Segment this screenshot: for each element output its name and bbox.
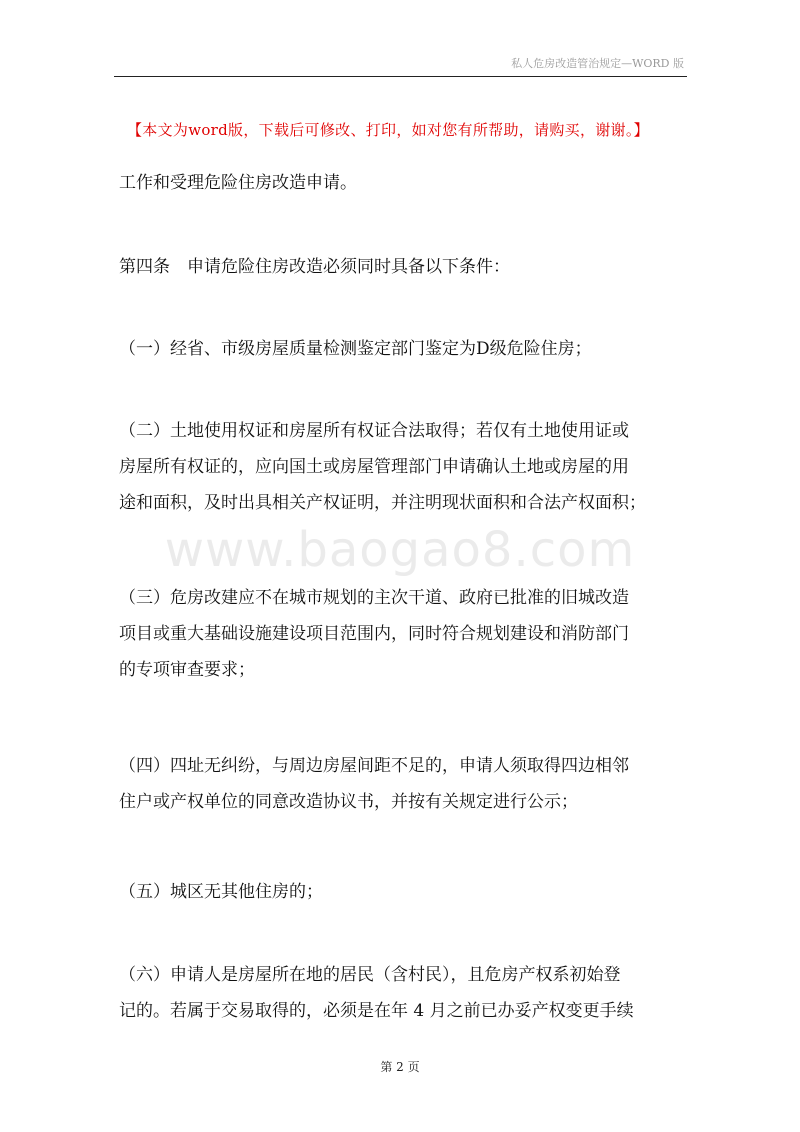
paragraph-item-2 — [119, 413, 689, 521]
paragraph-item-6 — [119, 957, 689, 1029]
paragraph-line: （六）申请人是房屋所在地的居民（含村民），且危房产权系初始登 — [119, 965, 621, 985]
paragraph-line: 住户或产权单位的同意改造协议书，并按有关规定进行公示； — [119, 792, 578, 812]
paragraph-item-1 — [119, 331, 689, 367]
header-running-title: 私人危房改造管治规定—WORD 版 — [511, 57, 684, 70]
paragraph-line: （四）四址无纠纷，与周边房屋间距不足的，申请人须取得四边相邻 — [119, 756, 629, 776]
paragraph-line: 房屋所有权证的，应向国土或房屋管理部门申请确认土地或房屋的用 — [119, 457, 629, 477]
paragraph-line: 记的。若属于交易取得的，必须是在年 4 月之前已办妥产权变更手续 — [119, 1001, 634, 1021]
paragraph-line: 工作和受理危险住房改造申请。 — [119, 173, 357, 193]
paragraph-article-4 — [119, 249, 689, 285]
paragraph-line: （三）危房改建应不在城市规划的主次干道、政府已批准的旧城改造 — [119, 588, 629, 608]
paragraph-line: （一）经省、市级房屋质量检测鉴定部门鉴定为D级危险住房； — [119, 339, 592, 359]
header-rule — [114, 76, 687, 77]
paragraph-item-5 — [119, 874, 689, 910]
page-number: 第 2 页 — [380, 1060, 420, 1074]
paragraph-intro-fragment — [119, 165, 689, 201]
watermark-text: www.baogao8.com — [164, 522, 636, 578]
paragraph-line: （五）城区无其他住房的； — [119, 882, 323, 902]
purchase-notice: 【本文为word版，下载后可修改、打印，如对您有所帮助，请购买，谢谢。】 — [127, 121, 649, 139]
paragraph-item-4 — [119, 748, 689, 820]
paragraph-line: 项目或重大基础设施建设项目范围内，同时符合规划建设和消防部门 — [119, 624, 629, 644]
paragraph-line: 的专项审查要求； — [119, 660, 255, 680]
paragraph-line: 途和面积，及时出具相关产权证明，并注明现状面积和合法产权面积； — [119, 493, 646, 513]
paragraph-item-3 — [119, 580, 689, 688]
paragraph-line: （二）土地使用权证和房屋所有权证合法取得；若仅有土地使用证或 — [119, 421, 629, 441]
paragraph-line: 第四条 申请危险住房改造必须同时具备以下条件： — [119, 257, 510, 277]
